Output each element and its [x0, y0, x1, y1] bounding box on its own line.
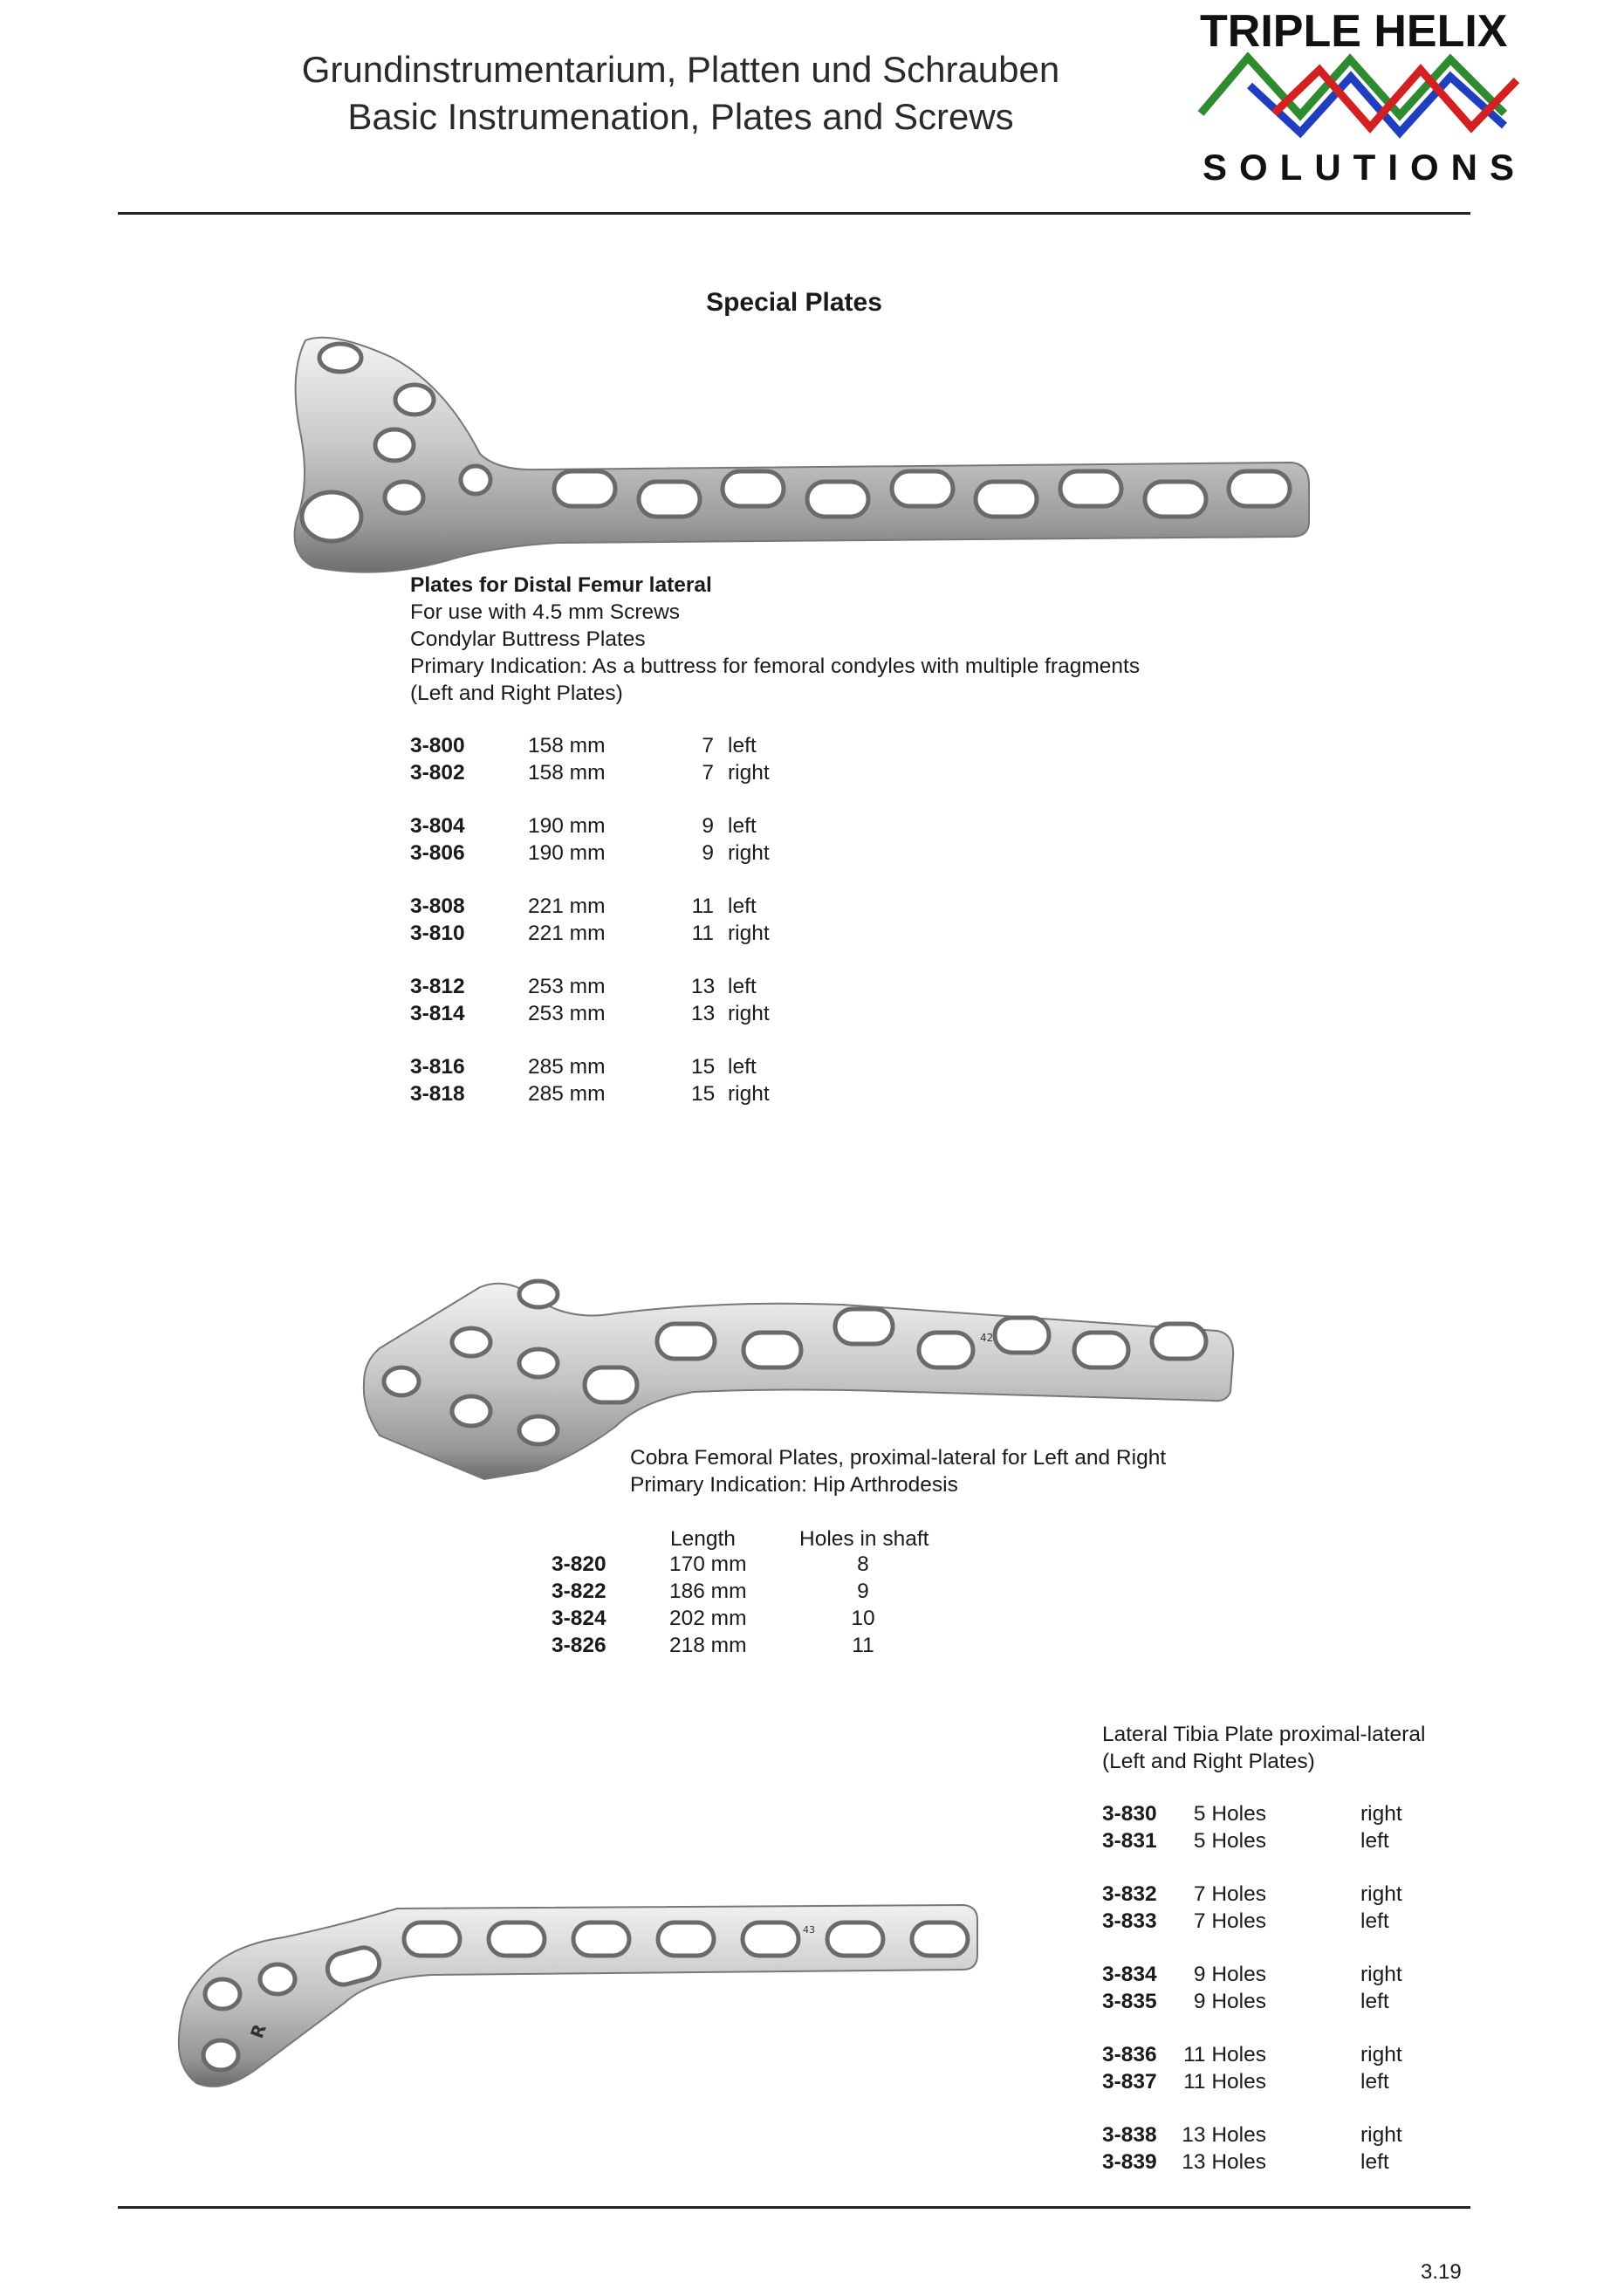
logo-subtitle: SOLUTIONS	[1203, 147, 1527, 188]
femur-line: Condylar Buttress Plates	[410, 627, 646, 651]
item-code: 3-806	[410, 841, 465, 865]
tibia-plate-letter: R	[246, 2021, 271, 2041]
item-holes: 9	[702, 841, 714, 865]
item-side: left	[1360, 2070, 1389, 2094]
item-code: 3-832	[1102, 1882, 1157, 1906]
item-length: 186 mm	[669, 1580, 747, 1603]
item-code: 3-830	[1102, 1802, 1157, 1826]
item-side: right	[728, 1082, 770, 1106]
footer-rule	[118, 2206, 1470, 2209]
item-code: 3-824	[552, 1607, 606, 1630]
item-code: 3-802	[410, 761, 465, 785]
header-title-en: Basic Instrumenation, Plates and Screws	[347, 96, 1014, 137]
item-side: right	[1360, 2123, 1402, 2147]
cobra-plate-mark: 42	[980, 1332, 994, 1344]
item-side: left	[728, 734, 757, 757]
item-holes: 7	[702, 734, 714, 757]
item-length: 221 mm	[528, 894, 606, 918]
triple-helix-logo-icon	[1197, 52, 1520, 144]
item-side: right	[728, 922, 770, 945]
item-holes: 9 Holes	[1193, 1990, 1266, 2013]
item-holes: 9	[857, 1580, 869, 1603]
item-code: 3-831	[1102, 1829, 1157, 1853]
item-holes: 9	[702, 814, 714, 838]
item-code: 3-837	[1102, 2070, 1157, 2094]
item-side: right	[1360, 1882, 1402, 1906]
item-code: 3-808	[410, 894, 465, 918]
item-code: 3-804	[410, 814, 465, 838]
item-code: 3-812	[410, 975, 465, 998]
item-length: 218 mm	[669, 1634, 747, 1657]
item-holes: 13	[691, 975, 716, 998]
header-rule	[118, 212, 1470, 215]
item-holes: 9 Holes	[1193, 1963, 1266, 1986]
item-length: 158 mm	[528, 734, 606, 757]
femur-line: For use with 4.5 mm Screws	[410, 600, 681, 624]
page-number: 3.19	[1421, 2260, 1462, 2284]
item-side: left	[728, 894, 757, 918]
item-holes: 15	[691, 1082, 716, 1106]
item-side: right	[1360, 2043, 1402, 2066]
item-holes: 13 Holes	[1182, 2150, 1266, 2174]
item-length: 221 mm	[528, 922, 606, 945]
item-holes: 7 Holes	[1193, 1909, 1266, 1933]
item-side: left	[728, 814, 757, 838]
item-code: 3-835	[1102, 1990, 1157, 2013]
item-code: 3-810	[410, 922, 465, 945]
item-holes: 11 Holes	[1183, 2070, 1266, 2094]
item-length: 285 mm	[528, 1055, 606, 1079]
tibia-plate-mark: 43	[803, 1924, 815, 1936]
item-side: right	[1360, 1802, 1402, 1826]
item-length: 170 mm	[669, 1552, 747, 1576]
item-holes: 10	[851, 1607, 875, 1630]
item-length: 190 mm	[528, 814, 606, 838]
item-holes: 11	[691, 894, 714, 918]
item-length: 202 mm	[669, 1607, 747, 1630]
item-side: left	[728, 1055, 757, 1079]
item-side: left	[1360, 1829, 1389, 1853]
item-side: right	[728, 761, 770, 785]
item-holes: 5 Holes	[1193, 1829, 1266, 1853]
item-holes: 8	[857, 1552, 869, 1576]
item-side: right	[1360, 1963, 1402, 1986]
item-length: 285 mm	[528, 1082, 606, 1106]
item-code: 3-800	[410, 734, 465, 757]
item-holes: 7	[702, 761, 714, 785]
section-title: Special Plates	[706, 288, 882, 317]
item-code: 3-836	[1102, 2043, 1157, 2066]
item-holes: 11 Holes	[1183, 2043, 1266, 2066]
item-holes: 11	[852, 1634, 874, 1657]
item-code: 3-826	[552, 1634, 606, 1657]
item-code: 3-833	[1102, 1909, 1157, 1933]
item-side: left	[1360, 2150, 1389, 2174]
item-holes: 5 Holes	[1193, 1802, 1266, 1826]
header-title-de: Grundinstrumentarium, Platten und Schrauben	[301, 49, 1060, 90]
item-side: right	[728, 841, 770, 865]
item-holes: 11	[691, 922, 714, 945]
cobra-line: Cobra Femoral Plates, proximal-lateral for Left and Right	[630, 1446, 1167, 1470]
femur-line: (Left and Right Plates)	[410, 682, 623, 705]
item-length: 158 mm	[528, 761, 606, 785]
tibia-line: (Left and Right Plates)	[1102, 1750, 1315, 1773]
item-holes: 13	[691, 1002, 716, 1025]
item-holes: 15	[691, 1055, 716, 1079]
item-side: right	[728, 1002, 770, 1025]
item-side: left	[1360, 1990, 1389, 2013]
cobra-line: Primary Indication: Hip Arthrodesis	[630, 1473, 958, 1497]
logo-title: TRIPLE HELIX	[1200, 6, 1508, 57]
distal-femur-plate-image	[279, 323, 1318, 576]
lateral-tibia-plate-image	[170, 1889, 986, 2099]
column-header-length: Length	[670, 1527, 736, 1551]
item-side: left	[728, 975, 757, 998]
tibia-line: Lateral Tibia Plate proximal-lateral	[1102, 1723, 1426, 1746]
item-length: 253 mm	[528, 1002, 606, 1025]
item-code: 3-816	[410, 1055, 465, 1079]
femur-heading: Plates for Distal Femur lateral	[410, 573, 712, 597]
item-code: 3-822	[552, 1580, 606, 1603]
item-length: 253 mm	[528, 975, 606, 998]
item-holes: 13 Holes	[1182, 2123, 1266, 2147]
item-length: 190 mm	[528, 841, 606, 865]
column-header-holes: Holes in shaft	[799, 1527, 929, 1551]
item-code: 3-814	[410, 1002, 465, 1025]
item-code: 3-838	[1102, 2123, 1157, 2147]
item-code: 3-820	[552, 1552, 606, 1576]
item-code: 3-834	[1102, 1963, 1157, 1986]
item-code: 3-839	[1102, 2150, 1157, 2174]
item-side: left	[1360, 1909, 1389, 1933]
item-holes: 7 Holes	[1193, 1882, 1266, 1906]
femur-line: Primary Indication: As a buttress for femoral condyles with multiple fragments	[410, 655, 1141, 678]
item-code: 3-818	[410, 1082, 465, 1106]
